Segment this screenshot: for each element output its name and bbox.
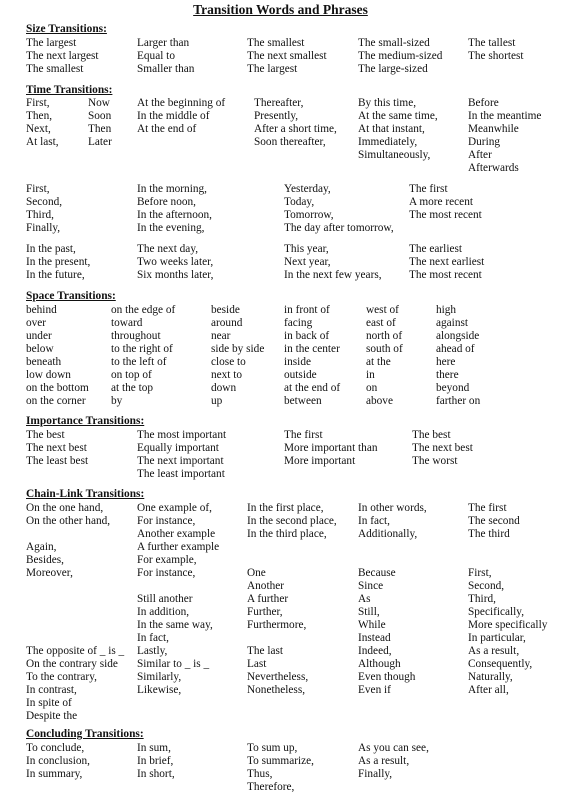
transition-phrase: south of xyxy=(366,342,403,355)
transition-phrase: In brief, xyxy=(137,754,174,767)
transition-phrase: Instead xyxy=(358,631,391,644)
transition-phrase: The opposite of _ is _ xyxy=(26,645,125,657)
transition-phrase: The tallest xyxy=(468,37,516,49)
transition-phrase: The second xyxy=(468,514,520,527)
transition-phrase: Even if xyxy=(358,683,391,696)
section-heading-chain-link-transitions: Chain-Link Transitions: xyxy=(26,488,145,500)
transition-phrase: Despite the xyxy=(26,709,78,722)
transition-phrase: Third, xyxy=(26,208,54,221)
transition-phrase: By this time, xyxy=(358,97,417,109)
transition-phrase: Simultaneously, xyxy=(358,148,431,161)
transition-phrase: The best xyxy=(26,429,65,441)
transition-phrase: side by side xyxy=(211,342,265,355)
transition-phrase: east of xyxy=(366,316,396,329)
section-heading-size-transitions: Size Transitions: xyxy=(26,23,107,35)
transition-phrase: at the xyxy=(366,355,391,368)
section-heading-time-transitions: Time Transitions: xyxy=(26,84,113,96)
transition-phrase: beneath xyxy=(26,355,62,368)
transition-phrase: To the contrary, xyxy=(26,670,97,683)
transition-phrase: For instance, xyxy=(137,514,196,527)
transition-phrase: As you can see, xyxy=(358,742,429,754)
transition-phrase: next to xyxy=(211,368,243,381)
transition-phrase: The first xyxy=(468,502,507,514)
transition-phrase: In conclusion, xyxy=(26,754,91,767)
transition-phrase: north of xyxy=(366,329,403,342)
transition-phrase: to the left of xyxy=(111,355,167,368)
transition-phrase: The next best xyxy=(26,441,87,454)
transition-phrase: Further, xyxy=(247,605,283,618)
transition-phrase: Before xyxy=(468,97,499,109)
transition-phrase: Therefore, xyxy=(247,780,295,793)
transition-phrase: The medium-sized xyxy=(358,49,443,62)
transition-phrase: As xyxy=(358,592,371,605)
transition-phrase: In the second place, xyxy=(247,514,337,527)
transition-phrase: there xyxy=(436,368,459,381)
transition-phrase: on the edge of xyxy=(111,304,176,316)
transition-phrase: Smaller than xyxy=(137,62,195,75)
transition-phrase: On the other hand, xyxy=(26,514,111,527)
transition-phrase: Another xyxy=(247,579,285,592)
transition-phrase: Thus, xyxy=(247,767,273,780)
transition-phrase: At last, xyxy=(26,135,59,148)
transition-phrase: Finally, xyxy=(26,221,61,234)
transition-phrase: Thereafter, xyxy=(254,97,304,109)
transition-phrase: Soon xyxy=(88,109,112,122)
transition-phrase: In the first place, xyxy=(247,502,324,514)
transition-phrase: in the center xyxy=(284,342,340,355)
transition-phrase: Nonetheless, xyxy=(247,683,306,696)
transition-phrase: In the third place, xyxy=(247,527,327,540)
transition-phrase: behind xyxy=(26,304,57,316)
transition-phrase: The earliest xyxy=(409,243,463,255)
transition-phrase: Consequently, xyxy=(468,657,533,670)
transition-phrase: under xyxy=(26,329,52,342)
transition-phrase: Equal to xyxy=(137,49,175,62)
transition-phrase: As a result, xyxy=(358,754,410,767)
transition-phrase: outside xyxy=(284,368,317,381)
transition-phrase: In particular, xyxy=(468,631,526,644)
transition-phrase: This year, xyxy=(284,243,329,255)
transition-phrase: above xyxy=(366,394,393,407)
transition-phrase: The smallest xyxy=(247,37,305,49)
transition-phrase: low down xyxy=(26,368,71,381)
transition-phrase: The most recent xyxy=(409,208,482,221)
transition-phrase: To conclude, xyxy=(26,742,85,754)
transition-phrase: For instance, xyxy=(137,566,196,579)
transition-phrase: The third xyxy=(468,527,510,540)
transition-phrase: Similarly, xyxy=(137,670,182,683)
transition-phrase: While xyxy=(358,618,386,631)
transition-phrase: ahead of xyxy=(436,342,475,355)
transition-phrase: One example of, xyxy=(137,502,212,514)
transition-phrase: Next, xyxy=(26,122,51,135)
transition-phrase: Last xyxy=(247,657,267,670)
transition-phrase: The largest xyxy=(26,37,77,49)
transition-phrase: Naturally, xyxy=(468,670,513,683)
transition-phrase: farther on xyxy=(436,394,481,407)
transition-phrase: On the one hand, xyxy=(26,502,104,514)
transition-phrase: The large-sized xyxy=(358,62,428,75)
transition-phrase: The most recent xyxy=(409,268,482,281)
transition-phrase: Still, xyxy=(358,605,380,618)
transition-phrase: The first xyxy=(284,429,323,441)
transition-phrase: The best xyxy=(412,429,451,441)
transition-phrase: Similar to _ is _ xyxy=(137,657,210,670)
transition-phrase: beyond xyxy=(436,381,470,394)
transition-phrase: on xyxy=(366,381,378,394)
transition-phrase: Presently, xyxy=(254,109,299,122)
transition-phrase: First, xyxy=(26,97,50,109)
transition-phrase: Besides, xyxy=(26,553,64,566)
transition-phrase: In short, xyxy=(137,767,175,780)
transition-phrase: Furthermore, xyxy=(247,618,307,631)
page-title: Transition Words and Phrases xyxy=(193,2,368,17)
transition-phrase: The least important xyxy=(137,467,225,480)
section-heading-importance-transitions: Importance Transitions: xyxy=(26,415,145,427)
transition-phrase: The next best xyxy=(412,441,473,454)
transition-phrase: Again, xyxy=(26,541,57,553)
transition-phrase: After all, xyxy=(468,683,509,696)
transition-phrase: in xyxy=(366,368,375,381)
transition-phrase: near xyxy=(211,329,231,342)
transition-phrase: Larger than xyxy=(137,37,190,49)
transition-phrase: A further example xyxy=(137,540,220,553)
transition-phrase: up xyxy=(211,394,223,407)
transition-phrase: In the past, xyxy=(26,243,76,255)
transition-phrase: At the beginning of xyxy=(137,97,226,109)
transition-phrase: Indeed, xyxy=(358,644,392,657)
transition-phrase: At the end of xyxy=(137,122,197,135)
transition-phrase: The least best xyxy=(26,454,89,467)
transition-phrase: west of xyxy=(366,304,399,316)
transition-phrase: The first xyxy=(409,183,448,195)
transition-phrase: The next smallest xyxy=(247,49,327,62)
transition-phrase: In fact, xyxy=(358,514,390,527)
transition-phrase: in front of xyxy=(284,304,330,316)
transition-phrase: A more recent xyxy=(409,195,473,208)
transition-phrase: In the next few years, xyxy=(284,268,382,281)
transition-phrase: The smallest xyxy=(26,62,84,75)
transition-phrase: alongside xyxy=(436,329,480,342)
transition-phrase: on the bottom xyxy=(26,381,89,394)
transition-phrase: Finally, xyxy=(358,767,393,780)
transition-phrase: In the middle of xyxy=(137,109,210,122)
transition-phrase: here xyxy=(436,355,456,368)
transition-phrase: Next year, xyxy=(284,255,331,268)
transition-phrase: First, xyxy=(26,183,50,195)
transition-phrase: After a short time, xyxy=(254,122,337,135)
transition-phrase: The day after tomorrow, xyxy=(284,221,394,234)
transition-phrase: throughout xyxy=(111,329,161,342)
transition-phrase: At the same time, xyxy=(358,109,438,122)
transition-phrase: Then xyxy=(88,122,112,135)
transition-phrase: to the right of xyxy=(111,342,173,355)
transition-phrase: During xyxy=(468,135,501,148)
transition-phrase: The largest xyxy=(247,62,298,75)
section-heading-concluding-transitions: Concluding Transitions: xyxy=(26,728,144,740)
transition-phrase: Although xyxy=(358,657,401,670)
transition-phrase: Another example xyxy=(137,527,216,540)
transition-phrase: In the afternoon, xyxy=(137,208,212,221)
transition-phrase: Second, xyxy=(468,579,505,592)
transition-phrase: At that instant, xyxy=(358,122,425,135)
transition-phrase: The last xyxy=(247,645,284,657)
transition-phrase: against xyxy=(436,316,468,329)
transition-phrase: The small-sized xyxy=(358,37,430,49)
transition-phrase: The next important xyxy=(137,454,224,467)
transition-phrase: More important xyxy=(284,454,356,467)
transition-phrase: The worst xyxy=(412,454,458,467)
transition-phrase: For example, xyxy=(137,553,197,566)
transition-phrase: Immediately, xyxy=(358,135,418,148)
section-heading-space-transitions: Space Transitions: xyxy=(26,290,116,302)
transition-phrase: beside xyxy=(211,304,240,316)
transition-phrase: In the present, xyxy=(26,255,91,268)
transition-phrase: First, xyxy=(468,567,492,579)
transition-phrase: inside xyxy=(284,355,311,368)
transition-phrase: To summarize, xyxy=(247,754,314,767)
transition-phrase: The next day, xyxy=(137,243,199,255)
transition-phrase: Third, xyxy=(468,592,496,605)
transition-phrase: Yesterday, xyxy=(284,183,331,195)
transition-phrase: Two weeks later, xyxy=(137,255,214,268)
transition-phrase: The most important xyxy=(137,429,227,441)
transition-phrase: high xyxy=(436,304,457,316)
transition-phrase: Then, xyxy=(26,109,53,122)
transition-phrase: To sum up, xyxy=(247,742,298,754)
transition-phrase: In the same way, xyxy=(137,618,213,631)
transition-phrase: Additionally, xyxy=(358,527,418,540)
transition-phrase: As a result, xyxy=(468,644,520,657)
transition-phrase: at the top xyxy=(111,381,154,394)
transition-phrase: Likewise, xyxy=(137,683,182,696)
transition-phrase: In spite of xyxy=(26,696,72,709)
transition-phrase: at the end of xyxy=(284,381,341,394)
transition-phrase: After xyxy=(468,148,492,161)
transition-phrase: In addition, xyxy=(137,605,190,618)
transition-phrase: on top of xyxy=(111,368,152,381)
transition-phrase: over xyxy=(26,316,47,329)
transition-phrase: Later xyxy=(88,135,112,148)
transition-phrase: The shortest xyxy=(468,49,524,62)
transition-phrase: In other words, xyxy=(358,502,427,514)
transition-phrase: In sum, xyxy=(137,742,171,754)
transition-phrase: In the evening, xyxy=(137,221,205,234)
transition-phrase: More important than xyxy=(284,441,378,454)
transition-phrase: between xyxy=(284,394,322,407)
transition-phrase: In fact, xyxy=(137,631,169,644)
transition-phrase: Still another xyxy=(137,593,193,605)
transition-phrase: On the contrary side xyxy=(26,657,118,670)
transition-phrase: close to xyxy=(211,355,246,368)
transition-phrase: Moreover, xyxy=(26,566,73,579)
transition-phrase: Now xyxy=(88,97,110,109)
transition-phrase: In the future, xyxy=(26,268,85,281)
transition-phrase: In summary, xyxy=(26,767,83,780)
transition-phrase: Even though xyxy=(358,670,416,683)
transition-phrase: Today, xyxy=(284,195,315,208)
transition-phrase: Nevertheless, xyxy=(247,670,309,683)
transition-phrase: below xyxy=(26,342,54,355)
transition-phrase: by xyxy=(111,394,123,407)
transition-phrase: down xyxy=(211,381,237,394)
transition-phrase: Equally important xyxy=(137,441,219,454)
transition-phrase: Second, xyxy=(26,195,63,208)
transition-phrase: Meanwhile xyxy=(468,122,519,135)
transition-phrase: Six months later, xyxy=(137,268,214,281)
transition-phrase: facing xyxy=(284,316,313,329)
transition-phrase: In contrast, xyxy=(26,683,77,696)
transition-phrase: The next largest xyxy=(26,49,99,62)
transition-phrase: The next earliest xyxy=(409,255,485,268)
transition-phrase: More specifically xyxy=(468,618,548,631)
transition-phrase: toward xyxy=(111,316,143,329)
transition-phrase: A further xyxy=(247,592,289,605)
transition-phrase: Tomorrow, xyxy=(284,208,334,221)
transition-phrase: Specifically, xyxy=(468,605,525,618)
transition-phrase: Afterwards xyxy=(468,161,519,174)
transition-phrase: Before noon, xyxy=(137,195,196,208)
transition-phrase: in back of xyxy=(284,329,330,342)
transition-phrase: In the meantime xyxy=(468,109,542,122)
transition-phrase: on the corner xyxy=(26,394,86,407)
transition-phrase: around xyxy=(211,316,243,329)
transition-phrase: In the morning, xyxy=(137,183,207,195)
transition-phrase: Because xyxy=(358,567,396,579)
transition-phrase: One xyxy=(247,567,266,579)
transition-phrase: Lastly, xyxy=(137,644,168,657)
transition-phrase: Since xyxy=(358,579,384,592)
transition-phrase: Soon thereafter, xyxy=(254,135,326,148)
